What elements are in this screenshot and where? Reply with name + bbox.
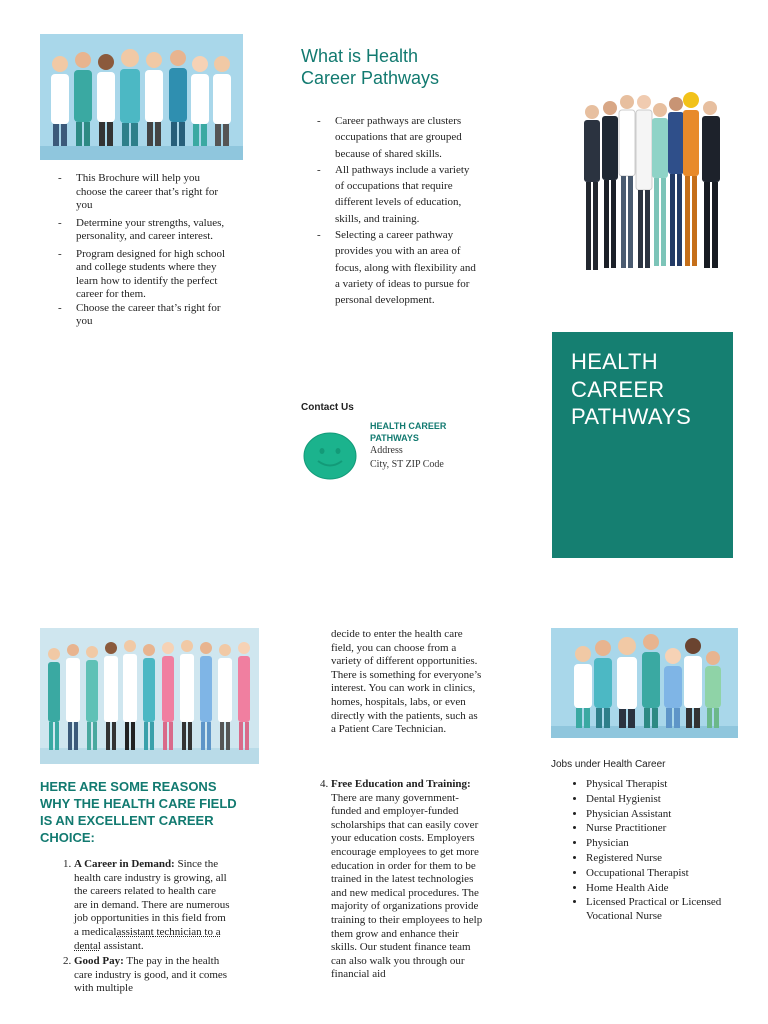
- job-item: • Physician: [586, 837, 731, 851]
- reasons-continuation: decide to enter the health care field, you can choose from a variety of different opportunities. There is something for everyone’s interest. You can work in clinics, homes, hospitals, labs, or even directly with the patients, such as a Patient Care Technician.: [331, 628, 482, 736]
- reason-title: Free Education and Training:: [331, 778, 471, 790]
- job-item: • Nurse Practitioner: [586, 822, 731, 836]
- contact-org: [370, 420, 480, 444]
- reason-text: assistant: [116, 925, 154, 938]
- reasons-list: [40, 858, 230, 998]
- cover-panel: [552, 332, 733, 558]
- reason-text: assistant.: [100, 939, 144, 952]
- smiley-icon: [303, 432, 357, 480]
- intro-bullet: - This Brochure will help you choose the career that’s right for you: [58, 172, 228, 213]
- job-item: • Occupational Therapist: [586, 867, 731, 881]
- cover-title-line: PATHWAYS: [571, 404, 692, 429]
- reason-item: [74, 955, 230, 996]
- job-item: • Physical Therapist: [586, 778, 731, 792]
- section-title-line: What is Health: [301, 46, 419, 66]
- intro-bullet: - Choose the career that’s right for you: [58, 302, 228, 329]
- contact-city: City, ST ZIP Code: [370, 459, 444, 470]
- reason-item: [74, 858, 230, 953]
- pathway-bullet-list: [317, 113, 480, 313]
- job-item: • Licensed Practical or Licensed Vocational Nurse: [586, 896, 731, 924]
- contact-address: Address: [370, 445, 403, 456]
- reason-title: Good Pay:: [74, 955, 124, 968]
- healthcare-team-illustration: [551, 628, 738, 738]
- jobs-list: [551, 778, 731, 925]
- contact-org-line: PATHWAYS: [370, 433, 419, 443]
- reason-text: There are many government-funded and employer-funded scholarships that can easily cover your education costs. Employers encourage employees to get more education in order for them to be trained in the latest technologies and new medical procedures. The majority of organizations provide training to their employees to help them grow and enhance their skills. Our student finance team can also walk you through our financial aid: [331, 791, 483, 981]
- job-item: • Registered Nurse: [586, 852, 731, 866]
- cover-title-line: CAREER: [571, 376, 665, 402]
- job-item: • Physician Assistant: [586, 808, 731, 822]
- contact-block: [370, 420, 480, 472]
- contact-org-line: HEALTH CAREER: [370, 421, 447, 431]
- reason-item: [331, 778, 485, 982]
- reason-text: The pay in the health care industry is good, and it comes with multiple: [74, 955, 228, 995]
- contact-heading: Contact Us: [301, 402, 354, 413]
- job-item: • Home Health Aide: [586, 882, 731, 896]
- pathway-bullet: - Selecting a career pathway provides you with an area of focus, along with flexibility and a variety of ideas to pursue for personal development.: [317, 227, 480, 308]
- reason-text: technician to a dental: [74, 925, 221, 952]
- cover-title-line: HEALTH: [571, 349, 658, 374]
- job-item: • Dental Hygienist: [586, 793, 731, 807]
- intro-bullet: - Determine your strengths, values, personality, and career interest.: [58, 217, 228, 244]
- section-title-line: Career Pathways: [301, 68, 440, 88]
- pathway-bullet: - Career pathways are clusters occupations that are grouped because of shared skills.: [317, 113, 480, 162]
- professionals-photo: [572, 88, 732, 280]
- reason-text: Since the health care industry is growing, all the careers related to health care are in demand. There are numerous job opportunities in this field from a medical: [74, 858, 230, 938]
- jobs-heading: Jobs under Health Career: [551, 759, 666, 770]
- reason-title: A Career in Demand:: [74, 858, 175, 870]
- doctors-group-illustration: [40, 34, 243, 160]
- medical-staff-illustration: [40, 628, 259, 764]
- section-title: [301, 45, 511, 89]
- pathway-bullet: - All pathways include a variety of occupations that require different levels of education, skills, and training.: [317, 162, 480, 227]
- intro-bullet-list: [58, 172, 228, 333]
- reasons-list-continued: [297, 778, 485, 984]
- intro-bullet: - Program designed for high school and college students where they learn how to identify the perfect career for them.: [58, 248, 228, 302]
- reasons-heading: HERE ARE SOME REASONS WHY THE HEALTH CARE FIELD IS AN EXCELLENT CAREER CHOICE:: [40, 779, 237, 845]
- cover-title: [571, 348, 691, 431]
